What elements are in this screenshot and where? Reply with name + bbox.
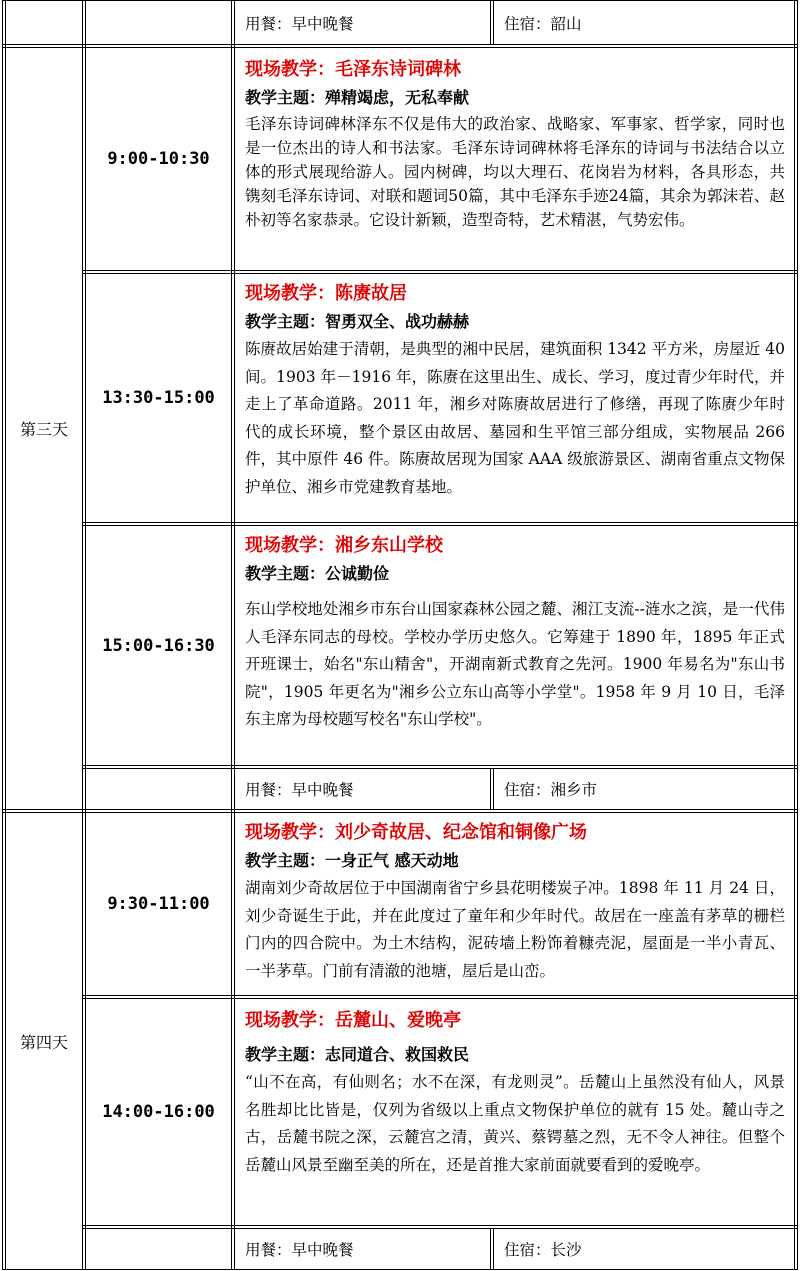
day3-stay: 住宿：湘乡市 [504, 781, 598, 799]
day3-session1 [235, 48, 794, 270]
day3-session1-time: 9:00-10:30 [107, 149, 210, 169]
session-title: 现场教学：岳麓山、爱晚亭 [245, 1010, 461, 1031]
day3-session3-time: 15:00-16:30 [102, 635, 215, 656]
session-description: 陈赓故居始建于清朝，是典型的湘中民居，建筑面积 1342 平方米，房屋近 40 间。1903 年－1916 年，陈赓在这里出生、成长、学习，度过青少年时代，并走上了革命道路。2011 年，湘乡对陈赓故居进行了修缮，再现了陈赓少年时代的成长环境，整个景区由故居、墓园和生平馆三部分组成，实物展品 266 件，其中原件 46 件。陈赓故居现为国家 AAA 级旅游景区、湖南省重点文物保护单位、湘乡市党建教育基地。 [245, 340, 785, 496]
session-theme: 教学主题：志同道合、救国救民 [245, 1045, 470, 1064]
session-title: 现场教学：湘乡东山学校 [245, 535, 443, 556]
day4-session1 [235, 813, 794, 995]
day3-session2 [235, 274, 794, 522]
session-description: 东山学校地处湘乡市东台山国家森林公园之麓、湘江支流--涟水之滨，是一代伟人毛泽东同志的母校。学校办学历史悠久。它筹建于 1890 年，1895 年正式开班课士，始名"东山精舍"，开湖南新式教育之先河。1900 年易名为"东山书院"，1905 年更名为"湘乡公立东山高等小学堂"。1958 年 9 月 10 日，毛泽东主席为母校题写校名"东山学校"。 [245, 600, 785, 728]
session-theme: 教学主题：一身正气 感天动地 [245, 851, 459, 870]
session-title: 现场教学：刘少奇故居、纪念馆和铜像广场 [245, 822, 587, 843]
day3-session3 [235, 526, 794, 765]
session-description: 毛泽东诗词碑林泽东不仅是伟大的政治家、战略家、军事家、哲学家，同时也是一位杰出的诗人和书法家。毛泽东诗词碑林将毛泽东的诗词与书法结合以立体的形式展现给游人。园内树碑，均以大理石、花岗岩为材料，各具形态，共镌刻毛泽东诗词、对联和题词50篇，其中毛泽东手迹24篇，其余为郭沫若、赵朴初等名家恭录。它设计新颖，造型奇特，艺术精湛，气势宏伟。 [245, 115, 785, 229]
day3-label: 第三天 [19, 420, 68, 439]
session-theme: 教学主题：智勇双全、战功赫赫 [245, 312, 470, 331]
schedule-table [2, 0, 798, 1271]
day4-session1-time: 9:30-11:00 [107, 894, 210, 914]
session-description: “山不在高，有仙则名；水不在深，有龙则灵”。岳麓山上虽然没有仙人，风景名胜却比比皆是，仅列为省级以上重点文物保护单位的就有 15 处。麓山寺之古，岳麓书院之深，云麓宫之清，黄兴、蔡锷墓之烈，无不令人神往。但整个岳麓山风景至幽至美的所在，还是首推大家前面就要看到的爱晚亭。 [245, 1073, 785, 1174]
day4-stay: 住宿：长沙 [504, 1241, 582, 1259]
session-theme: 教学主题：公诚勤俭 [245, 564, 390, 583]
day4-label: 第四天 [19, 1032, 68, 1052]
day4-session2-time: 14:00-16:00 [102, 1102, 215, 1122]
day2-stay: 住宿：韶山 [504, 15, 582, 33]
session-description: 湖南刘少奇故居位于中国湖南省宁乡县花明楼炭子冲。1898 年 11 月 24 日，刘少奇诞生于此，并在此度过了童年和少年时代。故居在一座盖有茅草的栅栏门内的四合院中。为土木结构，泥砖墙上粉饰着糠壳泥，屋面是一半小青瓦、一半茅草。门前有清澈的池塘，屋后是山峦。 [245, 879, 785, 980]
session-theme: 教学主题：殚精竭虑，无私奉献 [245, 88, 470, 107]
day4-meal: 用餐：早中晚餐 [245, 1241, 354, 1259]
day3-session2-time: 13:30-15:00 [102, 388, 215, 408]
day3-meal: 用餐：早中晚餐 [245, 781, 354, 799]
session-title: 现场教学：陈赓故居 [245, 283, 407, 304]
day4-session2 [235, 999, 794, 1225]
session-title: 现场教学：毛泽东诗词碑林 [245, 59, 461, 80]
day2-meal: 用餐：早中晚餐 [245, 15, 354, 33]
